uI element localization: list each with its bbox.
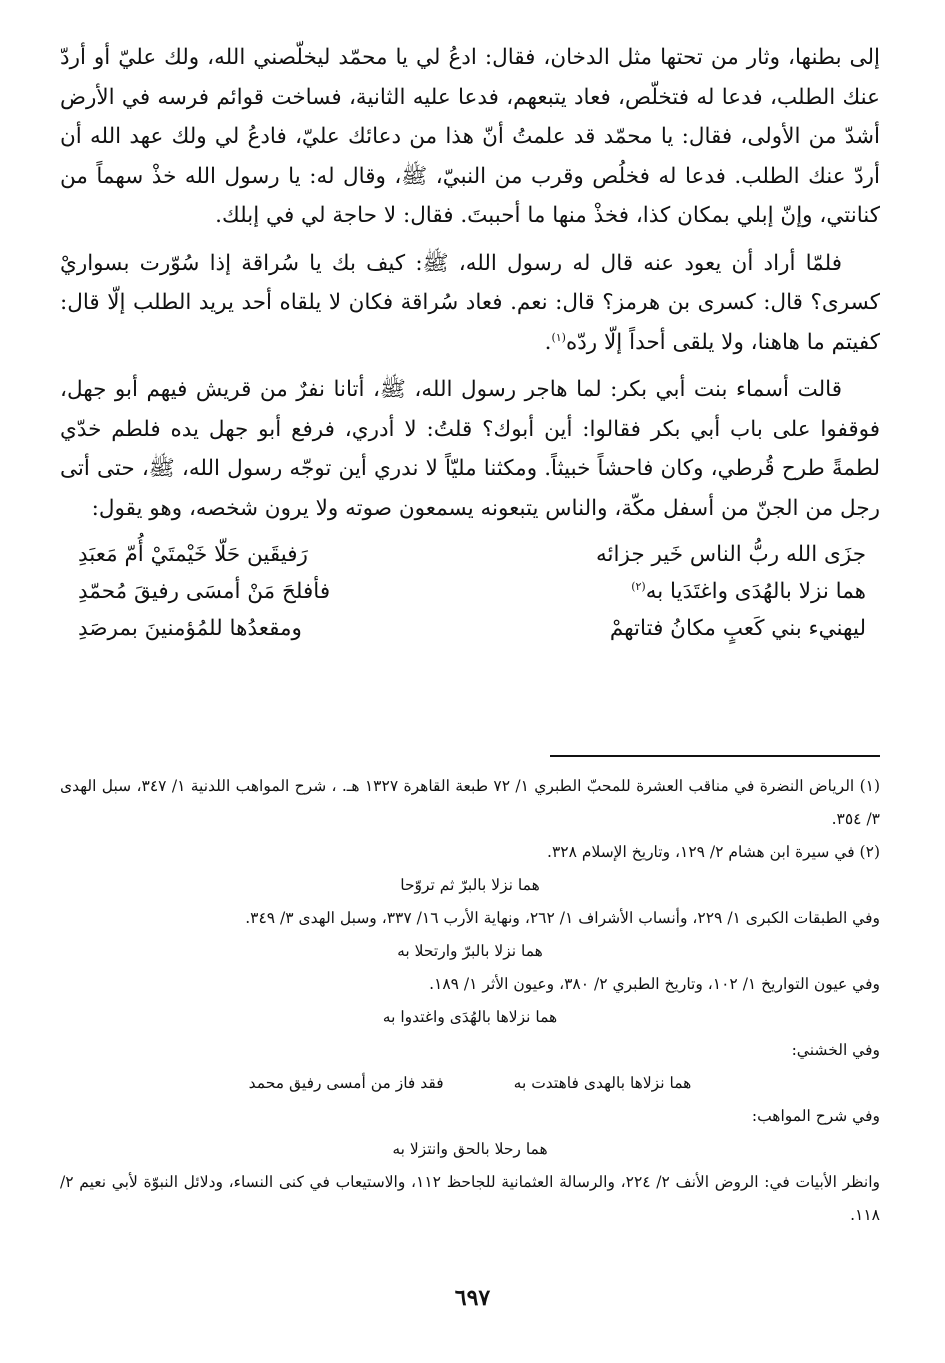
poem-verse — [60, 573, 880, 610]
page-number: ٦٩٧ — [454, 1285, 491, 1311]
footnotes — [60, 770, 880, 1232]
poem-verse — [60, 610, 880, 647]
page-body — [60, 38, 881, 1224]
footnote-verse: هما رحلا بالحق وانتزلا به — [392, 1140, 548, 1158]
footnote-source: وفي شرح المواهب: — [751, 1107, 880, 1125]
footnote-ref-1[interactable]: (١) — [551, 330, 566, 344]
paragraph-3: قالت أسماء بنت أبي بكر: لما هاجر رسول الله، ﷺ، أتانا نفرٌ من قريش فيهم أبو جهل، فوقفوا على باب أبي بكر فقالوا: أين أبوك؟ قلتُ: لا أدري، فرفع أبو جهل يده فلطم خدّي لطمةً طرح قُرطي، وكان فاحشاً خبيثاً. ومكثنا مليّاً لا ندري أين توجّه رسول الله، ﷺ، حتى أتى رجل من الجنّ من أسفل مكّة، والناس يتبعونه يسمعون صوته ولا يرون شخصه، وهو يقول: — [60, 377, 880, 521]
poem-verse — [60, 536, 880, 573]
footnote-ref-2[interactable]: (٢) — [631, 579, 646, 593]
verse-second-hemistich: ومقعدُها للمُؤمنينَ بمرصَدِ — [78, 616, 302, 641]
footnote-hemistich: فقد فاز من أمسى رفيق محمد — [248, 1074, 444, 1092]
footnote-1: (١) الرياض النضرة في مناقب العشرة للمحبّ الطبري ١/ ٧٢ طبعة القاهرة ١٣٢٧ هـ. ، شرح المواهب اللدنية ١/ ٣٤٧، سبل الهدى ٣/ ٣٥٤. — [60, 777, 881, 828]
footnote-separator — [550, 755, 880, 757]
verse-second-hemistich: فأفلحَ مَنْ أمسَى رفيقَ مُحمّدِ — [78, 579, 331, 604]
poem — [60, 536, 880, 647]
footnote-source: وفي الخشني: — [791, 1041, 880, 1059]
footnote-source: وانظر الأبيات في: الروض الأنف ٢/ ٢٢٤، والرسالة العثمانية للجاحظ ١١٢، والاستيعاب في كنى النساء، ودلائل النبوّة لأبي نعيم ٢/ ١١٨. — [60, 1173, 880, 1224]
footnote-source: وفي عيون التواريخ ١/ ١٠٢، وتاريخ الطبري ٢/ ٣٨٠، وعيون الأثر ١/ ١٨٩. — [429, 975, 880, 993]
footnote-verse: هما نزلا بالبرّ ثم تروّحا — [400, 876, 540, 894]
verse-second-hemistich: رَفيقَين حَلّا خَيْمتَيْ أُمّ مَعبَدِ — [78, 542, 308, 567]
verse-first-hemistich: جزَى الله ربُّ الناس خَير جزائه — [595, 542, 866, 567]
verse-first-hemistich: ليهنيء بني كَعبٍ مكانُ فتاتهمْ — [609, 616, 866, 641]
footnote-2: (٢) في سيرة ابن هشام ٢/ ١٢٩، وتاريخ الإسلام ٣٢٨. — [547, 843, 880, 861]
footnote-verse: هما نزلاها بالهُدَى واغتدوا به — [382, 1008, 558, 1026]
verse-first-hemistich: هما نزلا بالهُدَى واغتَدَيا به$^{(٢)}$ — [631, 579, 866, 604]
footnote-verse: هما نزلا بالبرّ وارتحلا به — [397, 942, 543, 960]
footnote-source: وفي الطبقات الكبرى ١/ ٢٢٩، وأنساب الأشراف ١/ ٢٦٢، ونهاية الأرب ١٦/ ٣٣٧، وسبل الهدى ٣/ ٣٤٩. — [245, 909, 880, 927]
footnote-verse-pair — [60, 1067, 880, 1100]
footnote-hemistich: هما نزلاها بالهدى فاهتدت به — [513, 1074, 692, 1092]
paragraph-2: فلمّا أراد أن يعود عنه قال له رسول الله، ﷺ: كيف بك يا سُراقة إذا سُوّرت بسواريْ كسرى؟ قال: كسرى بن هرمز؟ قال: نعم. فعاد سُراقة فكان لا يلقاه أحد يريد الطلب إلّا قال: كفيتم ما هاهنا، ولا يلقى أحداً إلّا ردّه$^{(١)}$. — [60, 250, 880, 355]
paragraph-1: إلى بطنها، وثار من تحتها مثل الدخان، فقال: ادعُ لي يا محمّد ليخلّصني الله، ولك عليّ أو أردّ عنك الطلب، فدعا له فتخلّص، فعاد يتبعهم، فدعا عليه الثانية، فساخت قوائم فرسه في الأرض أشدّ من الأولى، فقال: يا محمّد قد علمتُ أنّ هذا من دعائك عليّ، فادعُ لي ولك عهد الله أن أردّ عنك الطلب. فدعا له فخلُص وقرب من النبيّ، ﷺ، وقال له: يا رسول الله خذْ سهماً من كنانتي، وإنّ إبلي بمكان كذا، فخذْ منها ما أحببتَ. فقال: لا حاجة لي في إبلك. — [60, 45, 880, 228]
